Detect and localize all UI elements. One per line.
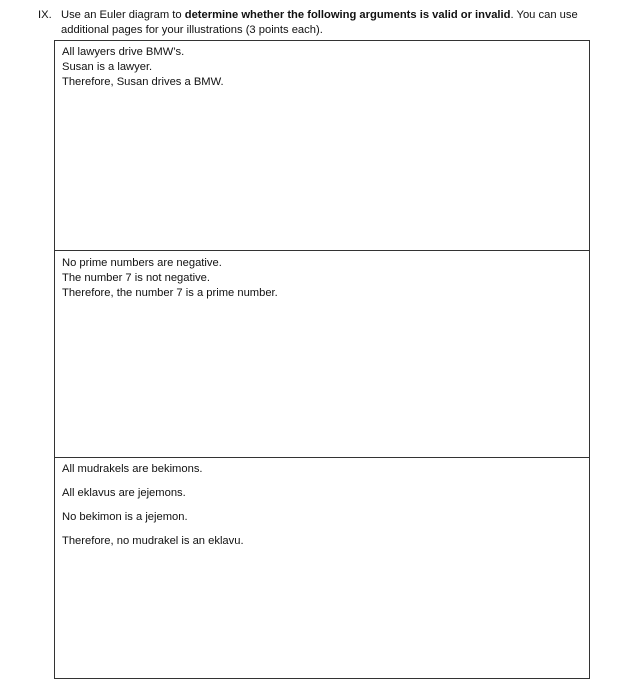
argument-1-conclusion: Therefore, Susan drives a BMW.: [62, 76, 224, 88]
instruction-text: Use an Euler diagram to: [61, 9, 185, 21]
argument-3-premise-1: All mudrakels are bekimons.: [62, 463, 203, 475]
argument-2-premise-1: No prime numbers are negative.: [62, 257, 222, 269]
instruction-text-end: . You can use additional pages for your illustrations (3 points each).: [61, 9, 578, 36]
argument-2-conclusion: Therefore, the number 7 is a prime number.: [62, 287, 278, 299]
argument-3-premise-2: All eklavus are jejemons.: [62, 487, 186, 499]
instruction-bold-text: determine whether the following arguments is valid or invalid: [184, 9, 511, 21]
argument-1-premise-1: All lawyers drive BMW’s.: [62, 46, 185, 58]
question-number: IX.: [38, 9, 52, 21]
argument-1-premise-2: Susan is a lawyer.: [62, 61, 153, 73]
argument-2-premise-2: The number 7 is not negative.: [62, 272, 211, 284]
argument-3-premise-3: No bekimon is a jejemon.: [62, 511, 188, 523]
question-instructions: [61, 8, 611, 38]
argument-box-3[interactable]: [54, 457, 590, 679]
argument-box-1[interactable]: [54, 40, 590, 251]
argument-box-2[interactable]: [54, 250, 590, 458]
argument-3-conclusion: Therefore, no mudrakel is an eklavu.: [62, 535, 244, 547]
